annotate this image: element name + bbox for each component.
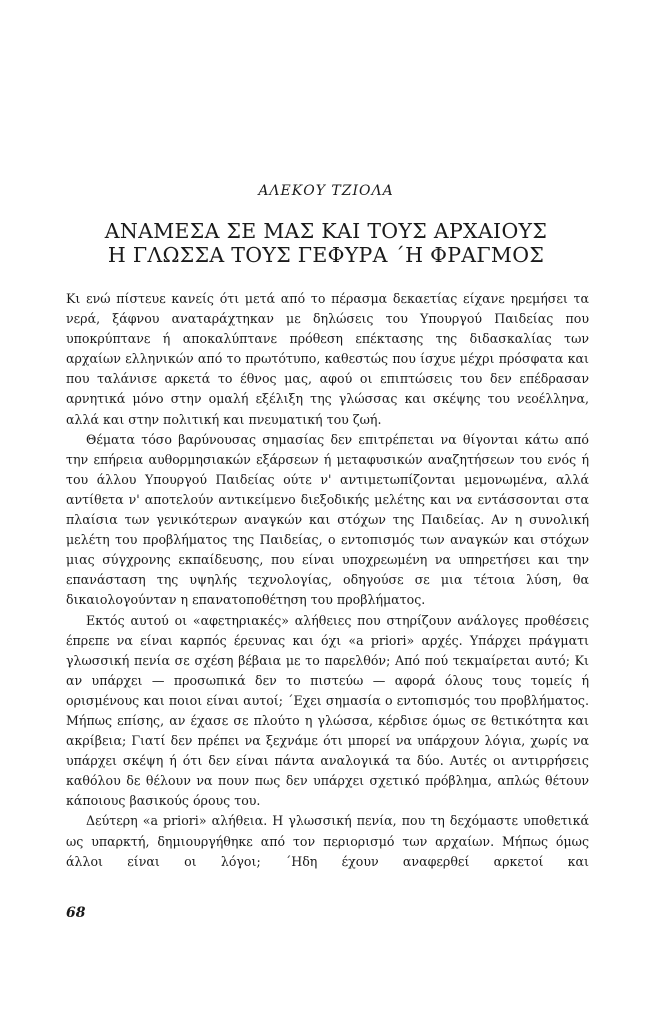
paragraph-3: Εκτός αυτού οι «αφετηριακές» αλήθειες που στηρίζουν ανάλογες προθέσεις έπρεπε να είναι καρπός έρευνας και όχι «a priori» αρχές. Υπάρχει πράγματι γλωσσική πενία σε σχέση βέβαια με το παρελθόν; Από πού τεκμαίρεται αυτό; Κι αν υπάρχει — προσωπικά δεν το πιστεύω — αφορά όλους τους τομείς ή ορισμένους και ποιοι είναι αυτοί; ΄Εχει σημασία ο εντοπισμός του προβλήματος. Μήπως επίσης, αν έχασε σε πλούτο η γλώσσα, κέρδισε όμως σε θετικότητα και ακρίβεια; Γιατί δεν πρέπει να ξεχνάμε ότι μπορεί να υπάρχουν λόγια, χωρίς να υπάρχει σκέψη ή ότι δεν είναι πάντα αναλογικά τα δύο. Αυτές οι αντιρρήσεις καθόλου δε θέλουν να πουν πως δεν υπάρχει σχετικό πρόβλημα, απλώς θέτουν κάποιους βασικούς όρους του. [66, 612, 589, 809]
title-line-2: Η ΓΛΩΣΣΑ ΤΟΥΣ ΓΕΦΥΡΑ ΄Η ΦΡΑΓΜΟΣ [107, 243, 545, 267]
article-title [0, 219, 652, 267]
article-body [66, 289, 589, 872]
paragraph-2: Θέματα τόσο βαρύνουσας σημασίας δεν επιτρέπεται να θίγονται κάτω από την επήρεια αυθορμησιακών εξάρσεων ή μεταφυσικών αναζητήσεων του ενός ή του άλλου Υπουργού Παιδείας ούτε ν' αντιμετωπίζονται μεμονωμένα, αλλά αντίθετα ν' αποτελούν αντικείμενο διεξοδικής μελέτης και να εντάσσονται στα πλαίσια των γενικότερων αναγκών και στόχων της Παιδείας. Αν η συνολική μελέτη του προβλήματος της Παιδείας, ο εντοπισμός των αναγκών και στόχων μιας σύγχρονης εκπαίδευσης, που είναι υποχρεωμένη να υπηρετήσει και την επανάσταση της υψηλής τεχνολογίας, οδηγούσε σε μια τέτοια λύση, θα δικαιολογούνταν η επανατοποθέτηση του προβλήματος. [66, 431, 589, 608]
title-line-1: ΑΝΑΜΕΣΑ ΣΕ ΜΑΣ ΚΑΙ ΤΟΥΣ ΑΡΧΑΙΟΥΣ [104, 219, 548, 243]
paragraph-4: Δεύτερη «a priori» αλήθεια. Η γλωσσική πενία, που τη δεχόμαστε υποθετικά ως υπαρκτή, δημιουργήθηκε από τον περιορισμό των αρχαίων. Μήπως όμως άλλοι είναι οι λόγοι; ΄Ηδη έχουν αναφερθεί αρκετοί και [66, 813, 589, 869]
paragraph-1: Κι ενώ πίστευε κανείς ότι μετά από το πέρασμα δεκαετίας είχανε ηρεμήσει τα νερά, ξάφνου αναταράχτηκαν με δηλώσεις του Υπουργού Παιδείας που υποκρύπτανε ή αποκαλύπτανε πρόθεση επέκτασης της διδασκαλίας των αρχαίων ελληνικών από το πρωτότυπο, καθεστώς που ίσχυε μέχρι πρόσφατα και που ταλάνισε αρκετά το έθνος μας, αφού οι επιπτώσεις του δεν επέδρασαν αρνητικά μόνο στην ομαλή εξέλιξη της γλώσσας και σκέψης του νεοέλληνα, αλλά και στην πολιτική και πνευματική του ζωή. [66, 291, 589, 427]
page-number: 68 [66, 905, 86, 921]
author-name: ΑΛΕΚΟΥ ΤΖΙΟΛΑ [258, 183, 394, 199]
